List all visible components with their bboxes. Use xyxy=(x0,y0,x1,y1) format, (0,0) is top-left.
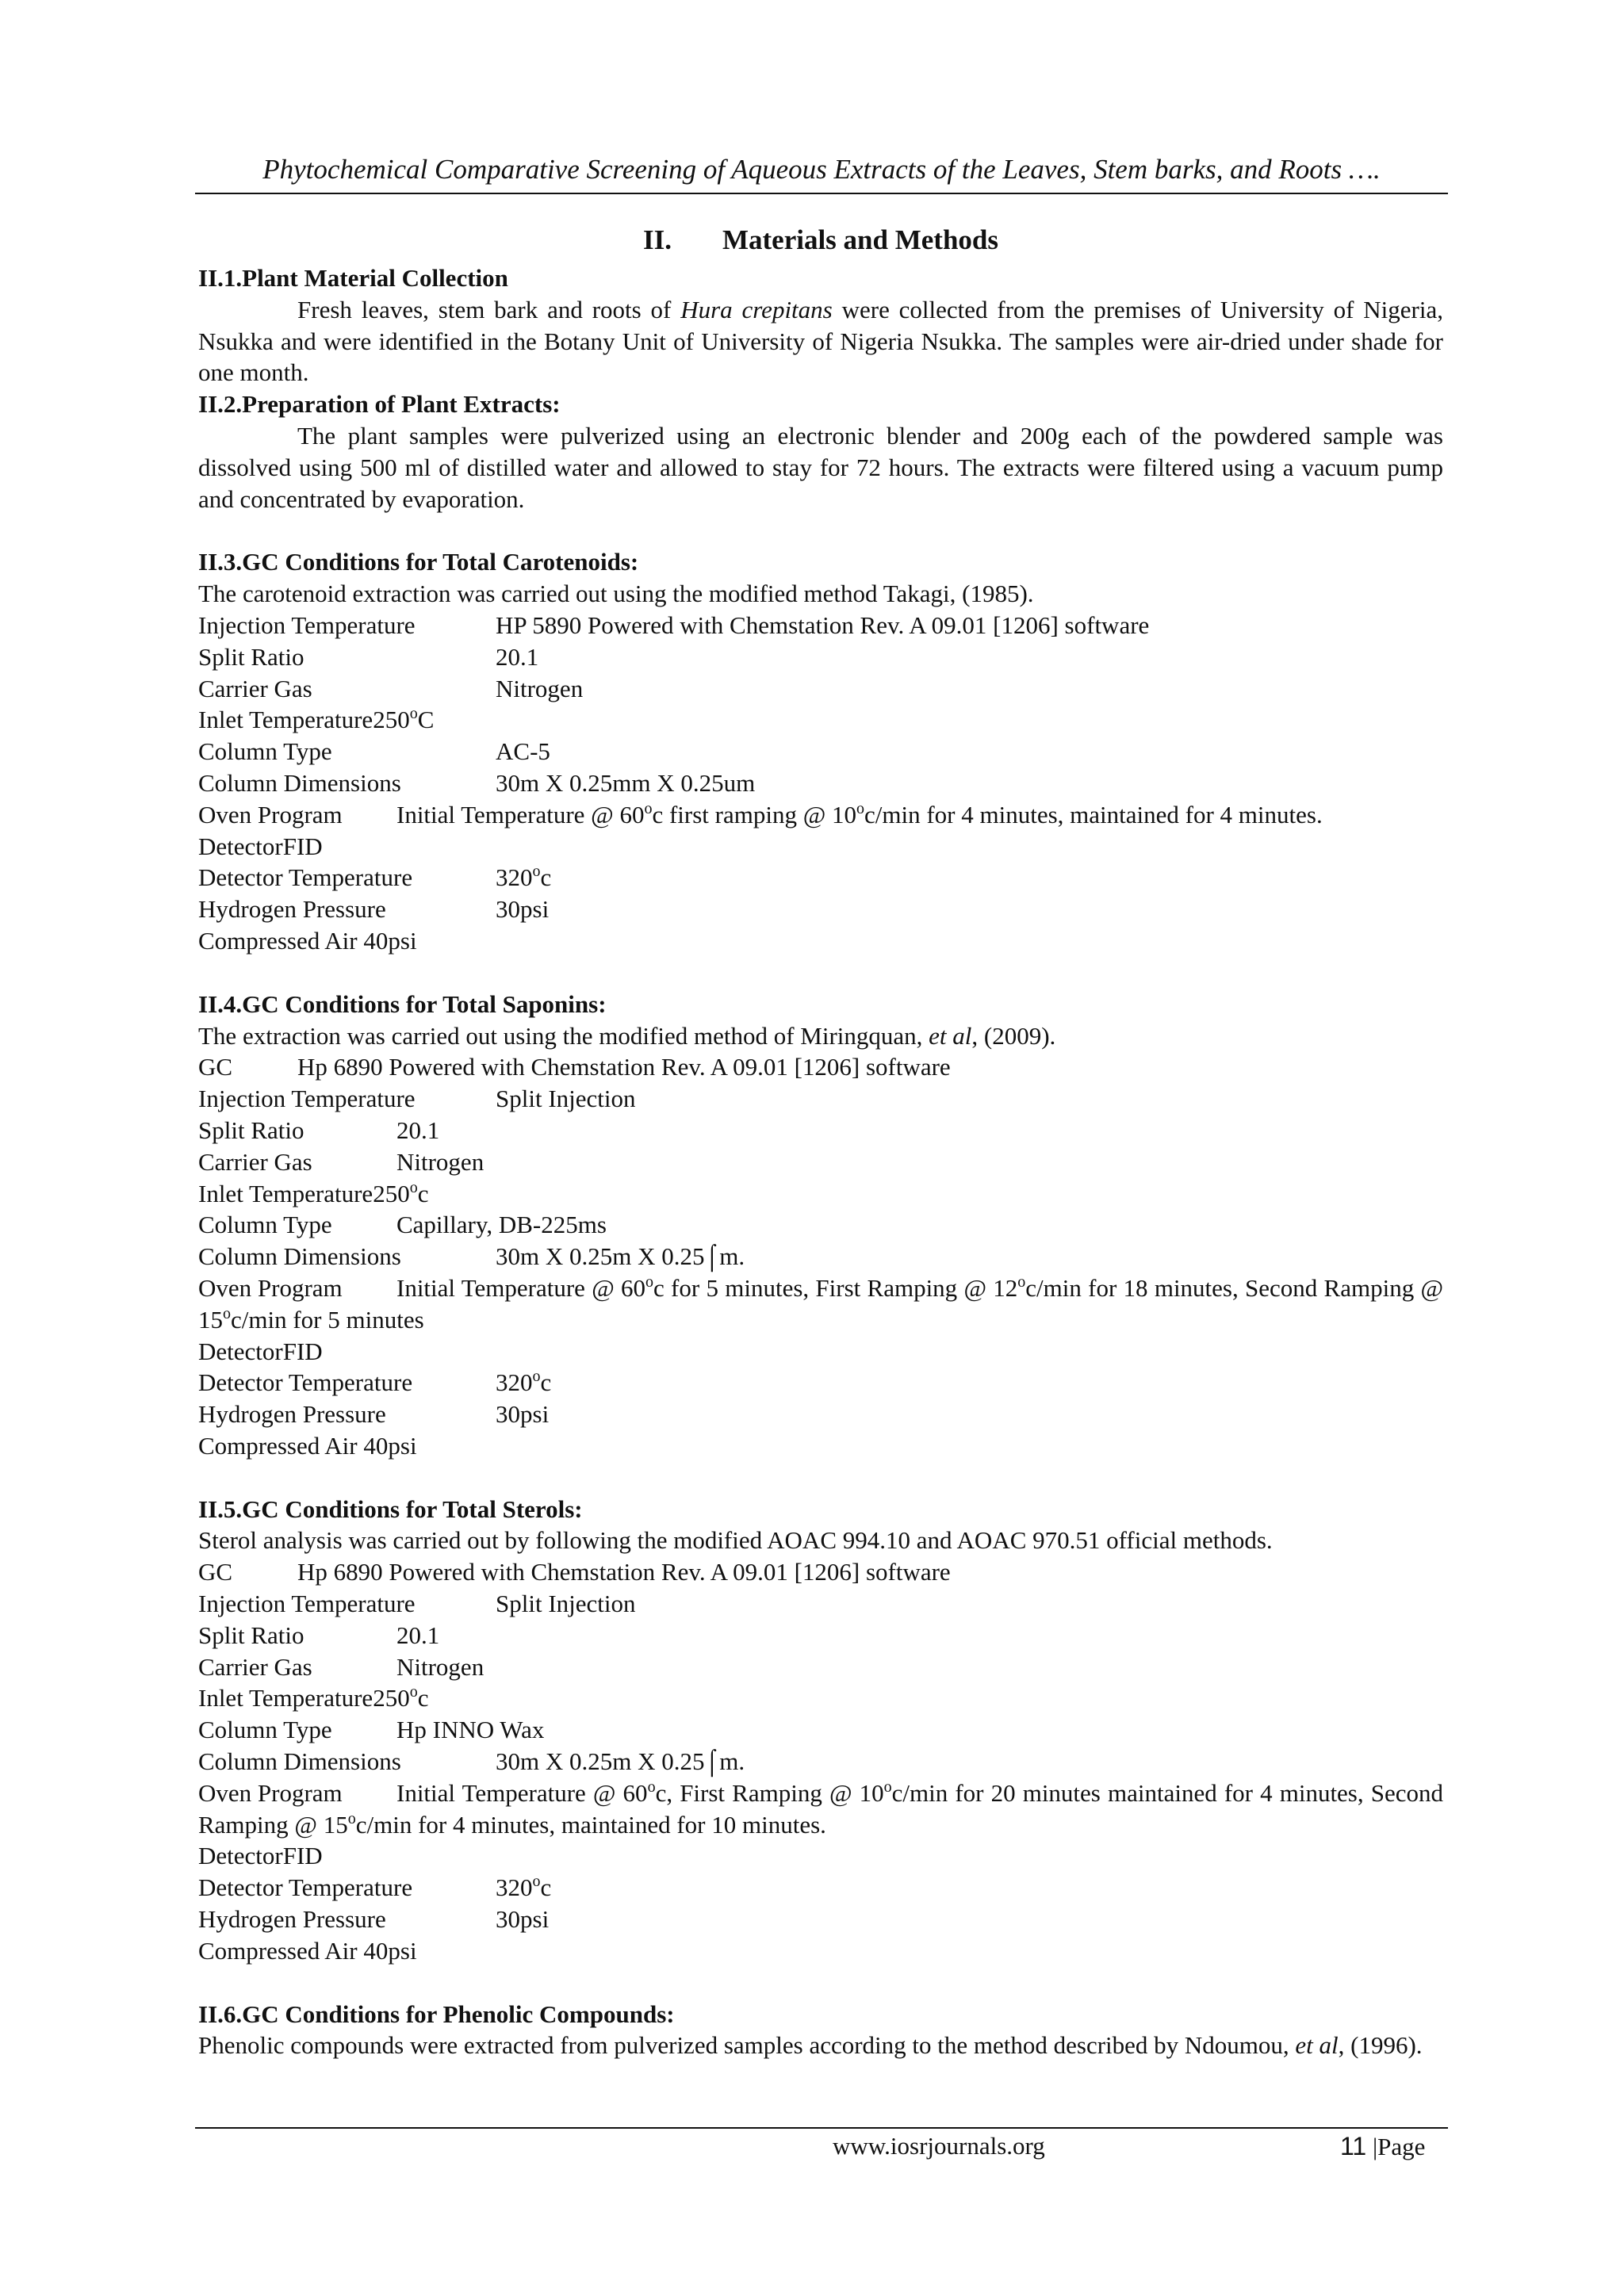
carotenoids-inlet xyxy=(198,704,1443,736)
param-value: Initial Temperature @ 60 xyxy=(396,800,645,828)
param-unit: C xyxy=(417,706,435,734)
text: , (2009). xyxy=(971,1021,1056,1050)
param-label: Column Dimensions xyxy=(198,768,401,797)
running-header: Phytochemical Comparative Screening of Aqueous Extracts of the Leaves, Stem barks, and Roots …. xyxy=(262,154,1381,185)
section-number: II. xyxy=(642,224,672,255)
param-label: Inlet Temperature xyxy=(198,1684,373,1712)
param-label: Carrier Gas xyxy=(198,674,312,702)
degree-sup: o xyxy=(409,1683,418,1701)
param-label: Split Ratio xyxy=(198,1115,304,1144)
param-value: 30psi xyxy=(496,1905,550,1934)
param-label: Column Dimensions xyxy=(198,1242,401,1271)
sterols-injection xyxy=(198,1588,1443,1620)
degree-sup: o xyxy=(883,1777,892,1796)
param-value: 20.1 xyxy=(496,642,539,671)
param-value: 40psi xyxy=(363,1431,417,1460)
text: The extraction was carried out using the modified method of Miringquan, xyxy=(198,1021,929,1050)
carotenoids-air xyxy=(198,925,1443,957)
param-value: 250 xyxy=(373,706,410,734)
param-value: 40psi xyxy=(363,926,417,955)
page-label: |Page xyxy=(1366,2133,1426,2160)
param-value: FID xyxy=(282,1842,323,1870)
saponins-column xyxy=(198,1209,1443,1241)
param-value: c first ramping @ 10 xyxy=(652,800,857,828)
spacer xyxy=(198,957,1443,989)
param-value: Split Injection xyxy=(496,1590,636,1618)
param-unit: c xyxy=(540,1873,552,1902)
param-value: c/min for 20 minutes maintained for 4 minutes, Second Ramping @ 15 xyxy=(198,1778,1444,1839)
sterols-column xyxy=(198,1714,1443,1746)
param-value: Hp 6890 Powered with Chemstation Rev. A 09.01 [1206] software xyxy=(297,1558,951,1586)
param-label: Carrier Gas xyxy=(198,1652,312,1681)
param-label: GC xyxy=(198,1053,233,1081)
param-value: Hp INNO Wax xyxy=(396,1716,545,1744)
text: Fresh leaves, stem bark and roots of xyxy=(297,295,681,323)
param-value: Initial Temperature @ 60 xyxy=(396,1778,648,1807)
sterols-detector xyxy=(198,1840,1443,1872)
saponins-split xyxy=(198,1115,1443,1146)
text: Phenolic compounds were extracted from pulverized samples according to the method described by Ndoumou, xyxy=(198,2031,1296,2060)
param-value: Nitrogen xyxy=(396,1652,485,1681)
param-value: 320 xyxy=(496,1873,533,1902)
section-title-text: Materials and Methods xyxy=(722,224,999,255)
degree-sup: o xyxy=(645,1272,654,1291)
param-label: Injection Temperature xyxy=(198,1085,416,1113)
degree-sup: o xyxy=(856,799,865,817)
param-label: Detector Temperature xyxy=(198,1873,413,1902)
param-label: Column Type xyxy=(198,1716,332,1744)
param-value: 30psi xyxy=(496,1400,550,1429)
degree-sup: o xyxy=(647,1777,656,1796)
heading-phenolic: II.6.GC Conditions for Phenolic Compounds: xyxy=(198,1999,675,2028)
degree-sup: o xyxy=(532,863,541,881)
param-value: c/min for 18 minutes, Second Ramping @ 15 xyxy=(198,1273,1444,1334)
degree-sup: o xyxy=(347,1809,356,1827)
saponins-hydrogen xyxy=(198,1399,1443,1430)
param-label: Oven Program xyxy=(198,800,343,828)
param-value: Initial Temperature @ 60 xyxy=(396,1273,646,1302)
param-value: 250 xyxy=(373,1179,410,1207)
param-value: c/min for 4 minutes, maintained for 10 minutes. xyxy=(355,1810,826,1839)
saponins-gc xyxy=(198,1051,1443,1083)
param-label: Carrier Gas xyxy=(198,1147,312,1176)
param-label: Inlet Temperature xyxy=(198,706,373,734)
paragraph-preparation: The plant samples were pulverized using an electronic blender and 200g each of the powdered sample was dissolved using 500 ml of distilled water and allowed to stay for 72 hours. The extracts were filtered using a vacuum pump and concentrated by evaporation. xyxy=(198,421,1443,513)
page-content xyxy=(198,218,1443,2061)
sterols-carrier xyxy=(198,1651,1443,1683)
saponins-injection xyxy=(198,1083,1443,1115)
saponins-intro xyxy=(198,1020,1443,1052)
degree-sup: o xyxy=(532,1873,541,1891)
section-title xyxy=(198,218,1443,262)
param-value: 320 xyxy=(496,863,533,892)
carotenoids-injection xyxy=(198,610,1443,641)
sterols-intro: Sterol analysis was carried out by following the modified AOAC 994.10 and AOAC 970.51 official methods. xyxy=(198,1526,1273,1555)
degree-sup: o xyxy=(409,1178,418,1196)
degree-sup: o xyxy=(644,799,653,817)
carotenoids-detector xyxy=(198,831,1443,863)
carotenoids-split xyxy=(198,641,1443,673)
param-label: Compressed Air xyxy=(198,926,358,955)
saponins-air xyxy=(198,1430,1443,1462)
paragraph-plant-material xyxy=(198,294,1443,388)
param-value: 30psi xyxy=(496,895,550,924)
degree-sup: o xyxy=(223,1304,231,1322)
param-label: Hydrogen Pressure xyxy=(198,1905,386,1934)
heading-sterols: II.5.GC Conditions for Total Sterols: xyxy=(198,1494,583,1523)
param-label: Column Dimensions xyxy=(198,1747,401,1776)
text: , (1996). xyxy=(1338,2031,1423,2060)
param-value: Nitrogen xyxy=(396,1147,485,1176)
carotenoids-carrier xyxy=(198,673,1443,705)
species-name: Hura crepitans xyxy=(680,295,833,323)
param-value: HP 5890 Powered with Chemstation Rev. A 09.01 [1206] software xyxy=(496,610,1150,639)
param-value: 320 xyxy=(496,1368,533,1397)
param-value: 20.1 xyxy=(396,1621,440,1649)
param-label: GC xyxy=(198,1558,233,1586)
saponins-oven xyxy=(198,1272,1443,1336)
param-value: Hp 6890 Powered with Chemstation Rev. A 09.01 [1206] software xyxy=(297,1053,951,1081)
spacer xyxy=(198,1462,1443,1494)
saponins-carrier xyxy=(198,1146,1443,1178)
saponins-inlet xyxy=(198,1178,1443,1210)
param-label: Split Ratio xyxy=(198,1621,304,1649)
param-value: c/min for 4 minutes, maintained for 4 minutes. xyxy=(864,800,1323,828)
param-value: FID xyxy=(282,1337,323,1365)
param-label: Split Ratio xyxy=(198,642,304,671)
heading-preparation: II.2.Preparation of Plant Extracts: xyxy=(198,390,561,419)
param-value: Split Injection xyxy=(496,1085,636,1113)
param-value: FID xyxy=(282,832,323,860)
sterols-air xyxy=(198,1935,1443,1967)
param-label: Inlet Temperature xyxy=(198,1179,373,1207)
footer-rule xyxy=(195,2127,1448,2129)
sterols-detector-temp xyxy=(198,1872,1443,1904)
param-value: 250 xyxy=(373,1684,410,1712)
footer-url: www.iosrjournals.org xyxy=(833,2132,1045,2160)
param-label: Hydrogen Pressure xyxy=(198,895,386,924)
header-rule xyxy=(195,193,1448,194)
citation-etal: et al xyxy=(929,1021,972,1050)
saponins-detector-temp xyxy=(198,1367,1443,1399)
param-unit: c xyxy=(540,863,552,892)
degree-sup: o xyxy=(409,705,418,723)
param-value: c, First Ramping @ 10 xyxy=(655,1778,884,1807)
heading-saponins: II.4.GC Conditions for Total Saponins: xyxy=(198,989,607,1018)
param-value: c for 5 minutes, First Ramping @ 12 xyxy=(653,1273,1018,1302)
param-label: Detector xyxy=(198,1842,283,1870)
sterols-inlet xyxy=(198,1682,1443,1714)
param-label: Compressed Air xyxy=(198,1431,358,1460)
param-label: Column Type xyxy=(198,737,332,766)
carotenoids-detector-temp xyxy=(198,862,1443,894)
carotenoids-oven xyxy=(198,799,1443,831)
param-unit: c xyxy=(417,1684,429,1712)
page-number: 11 xyxy=(1340,2132,1367,2160)
param-label: Detector xyxy=(198,1337,283,1365)
carotenoids-intro: The carotenoid extraction was carried out using the modified method Takagi, (1985). xyxy=(198,580,1034,608)
param-label: Hydrogen Pressure xyxy=(198,1400,386,1429)
text: were collected from the premises of University of Nigeria, Nsukka and were identified in the Botany Unit of University of Nigeria Nsukka. The samples were air-dried under shade for one month. xyxy=(198,295,1443,387)
param-label: Column Type xyxy=(198,1211,332,1239)
carotenoids-dims xyxy=(198,767,1443,799)
sterols-dims xyxy=(198,1746,1443,1777)
param-value: 20.1 xyxy=(396,1115,440,1144)
param-label: Detector Temperature xyxy=(198,863,413,892)
carotenoids-column xyxy=(198,736,1443,767)
saponins-dims xyxy=(198,1241,1443,1272)
sterols-hydrogen xyxy=(198,1904,1443,1935)
sterols-oven xyxy=(198,1777,1443,1841)
param-value: 30m X 0.25m X 0.25⌠m. xyxy=(496,1747,745,1776)
param-unit: c xyxy=(417,1179,429,1207)
param-value: Capillary, DB-225ms xyxy=(396,1211,607,1239)
footer-page xyxy=(1340,2127,1425,2166)
spacer xyxy=(198,515,1443,546)
param-value: c/min for 5 minutes xyxy=(231,1305,424,1334)
sterols-gc xyxy=(198,1556,1443,1588)
param-unit: c xyxy=(540,1368,552,1397)
param-value: Nitrogen xyxy=(496,674,584,702)
param-label: Detector xyxy=(198,832,283,860)
param-label: Compressed Air xyxy=(198,1936,358,1965)
citation-etal: et al xyxy=(1295,2031,1339,2060)
paragraph-phenolic xyxy=(198,2030,1443,2061)
sterols-split xyxy=(198,1620,1443,1651)
heading-carotenoids: II.3.GC Conditions for Total Carotenoids: xyxy=(198,548,639,576)
degree-sup: o xyxy=(532,1368,541,1386)
param-value: 40psi xyxy=(363,1936,417,1965)
param-value: 30m X 0.25m X 0.25⌠m. xyxy=(496,1242,745,1271)
param-label: Oven Program xyxy=(198,1273,343,1302)
param-label: Injection Temperature xyxy=(198,610,416,639)
degree-sup: o xyxy=(1017,1272,1026,1291)
param-label: Oven Program xyxy=(198,1778,343,1807)
saponins-detector xyxy=(198,1336,1443,1368)
carotenoids-hydrogen xyxy=(198,894,1443,925)
param-value: 30m X 0.25mm X 0.25um xyxy=(496,768,756,797)
heading-plant-material: II.1.Plant Material Collection xyxy=(198,264,508,292)
param-label: Detector Temperature xyxy=(198,1368,413,1397)
spacer xyxy=(198,1967,1443,1999)
param-value: AC-5 xyxy=(496,737,550,766)
param-label: Injection Temperature xyxy=(198,1590,416,1618)
